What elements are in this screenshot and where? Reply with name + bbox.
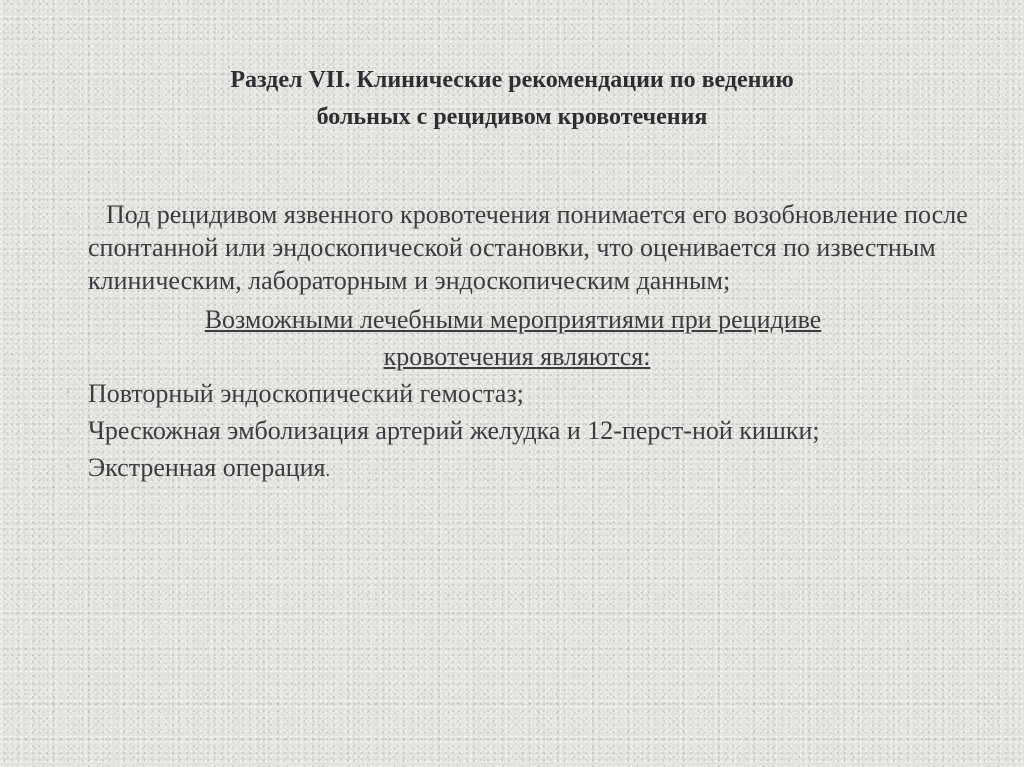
bullet-text: Чрескожная эмболизация артерий желудка и 12-перст-ной кишки; xyxy=(88,416,820,445)
slide-body xyxy=(48,198,978,487)
bullet-text: Экстренная операция xyxy=(88,453,326,482)
bullet-icon: • xyxy=(65,386,71,401)
bullet-item xyxy=(48,377,978,410)
final-period: . xyxy=(325,460,331,480)
title-line-1: Раздел VII. Клинические рекомендации по ведению xyxy=(230,67,794,93)
bullet-icon: • xyxy=(65,207,71,222)
bullet-item xyxy=(48,414,978,447)
bullet-item-intro xyxy=(48,198,978,297)
bullet-text-wrap xyxy=(88,451,978,487)
bullet-icon: • xyxy=(65,423,71,438)
title-line-2: больных с рецидивом кровотечения xyxy=(316,104,708,130)
bullet-item xyxy=(48,451,978,487)
measures-subheading xyxy=(48,303,978,373)
subheading-line-1: Возможными лечебными мероприятиями при рецидиве xyxy=(204,305,822,334)
bullet-text: Повторный эндоскопический гемостаз; xyxy=(88,379,524,408)
bullet-icon: • xyxy=(65,460,71,475)
intro-text: Под рецидивом язвенного кровотечения понимается его возобновление после спонтанной или эндоскопической остановки, что оценивается по известным клиническим, лабораторным и эндоскопическим данным; xyxy=(88,200,968,295)
subheading-line-2: кровотечения являются: xyxy=(383,342,651,371)
slide-title xyxy=(60,62,964,136)
